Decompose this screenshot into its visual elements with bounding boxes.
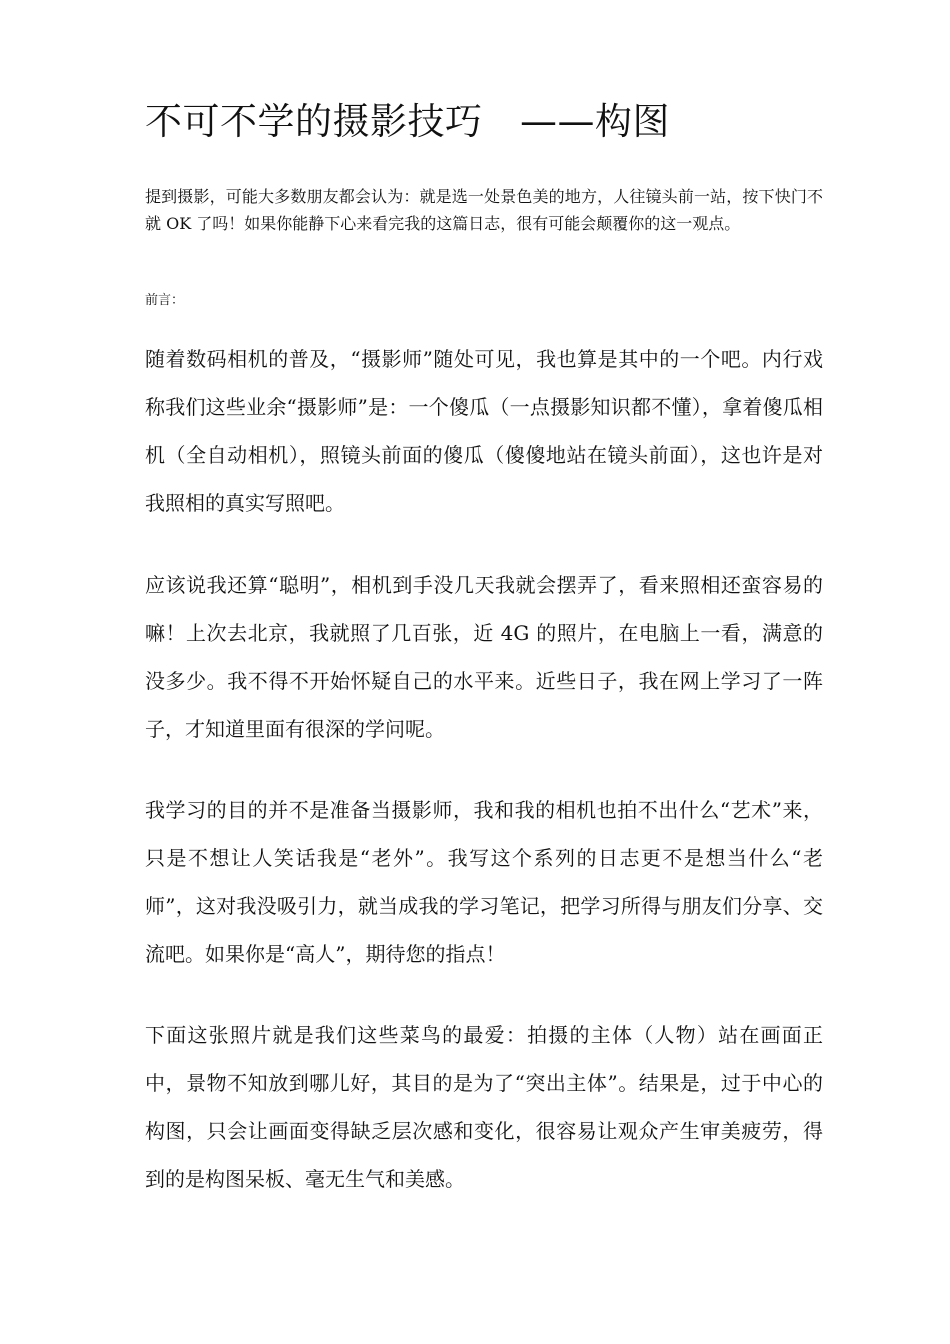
body-paragraph-3: 我学习的目的并不是准备当摄影师，我和我的相机也拍不出什么“艺术”来，只是不想让人笑话我是“老外”。我写这个系列的日志更不是想当什么“老师”，这对我没吸引力，就当成我的学习笔记，把学习所得与朋友们分享、交流吧。如果你是“高人”，期待您的指点！ (145, 798, 823, 966)
body-paragraph-4: 下面这张照片就是我们这些菜鸟的最爱：拍摄的主体（人物）站在画面正中，景物不知放到哪儿好，其目的是为了“突出主体”。结果是，过于中心的构图，只会让画面变得缺乏层次感和变化，很容易让观众产生审美疲劳，得到的是构图呆板、毫无生气和美感。 (145, 1023, 823, 1191)
body-paragraph-2: 应该说我还算“聪明”，相机到手没几天我就会摆弄了，看来照相还蛮容易的嘛！上次去北京，我就照了几百张，近 4G 的照片，在电脑上一看，满意的没多少。我不得不开始怀疑自己的水平来。近些日子，我在网上学习了一阵子，才知道里面有很深的学问呢。 (145, 573, 823, 741)
preface-label: 前言： (145, 293, 185, 308)
page-title: 不可不学的摄影技巧 ——构图 (145, 100, 670, 143)
body-paragraph-1: 随着数码相机的普及，“摄影师”随处可见，我也算是其中的一个吧。内行戏称我们这些业余“摄影师”是：一个傻瓜（一点摄影知识都不懂），拿着傻瓜相机（全自动相机），照镜头前面的傻瓜（傻傻地站在镜头前面），这也许是对我照相的真实写照吧。 (145, 347, 823, 515)
intro-paragraph: 提到摄影，可能大多数朋友都会认为：就是选一处景色美的地方，人往镜头前一站，按下快门不就 OK 了吗！如果你能静下心来看完我的这篇日志，很有可能会颠覆你的这一观点。 (145, 187, 823, 233)
